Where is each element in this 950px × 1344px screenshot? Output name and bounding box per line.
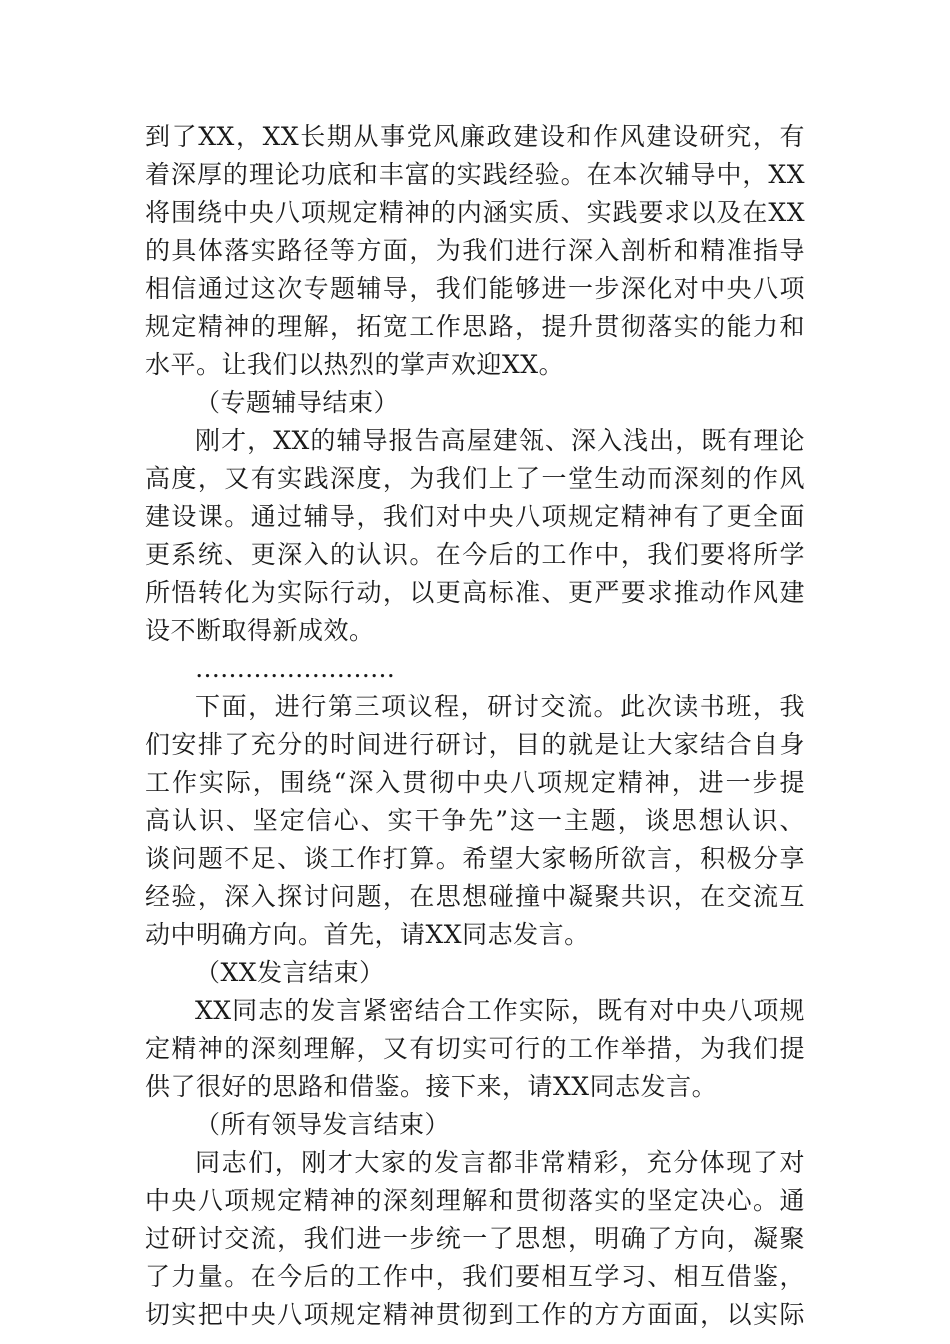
text-line: 动中明确方向。首先，请XX同志发言。 <box>145 920 590 949</box>
paragraph-first-line: 刚才，XX的辅导报告高屋建瓴、深入浅出，既有理论 <box>195 426 805 455</box>
section-note: （所有领导发言结束） <box>195 1110 451 1139</box>
text-line: 高认识、坚定信心、实干争先”这一主题，谈思想认识、 <box>145 806 805 835</box>
text-line: 工作实际，围绕“深入贯彻中央八项规定精神，进一步提 <box>145 768 805 797</box>
text-line: 了力量。在今后的工作中，我们要相互学习、相互借鉴， <box>145 1262 805 1291</box>
text-line: 设不断取得新成效。 <box>145 616 375 645</box>
text-line: 规定精神的理解，拓宽工作思路，提升贯彻落实的能力和 <box>145 312 805 341</box>
text-line: 所悟转化为实际行动，以更高标准、更严要求推动作风建 <box>145 578 805 607</box>
text-line: 建设课。通过辅导，我们对中央八项规定精神有了更全面 <box>145 502 805 531</box>
text-line: 着深厚的理论功底和丰富的实践经验。在本次辅导中，XX <box>145 160 805 189</box>
text-line: 水平。让我们以热烈的掌声欢迎XX。 <box>145 350 565 379</box>
paragraph-first-line: XX同志的发言紧密结合工作实际，既有对中央八项规 <box>195 996 805 1025</box>
text-line: 谈问题不足、谈工作打算。希望大家畅所欲言，积极分享 <box>145 844 805 873</box>
text-line: 经验，深入探讨问题，在思想碰撞中凝聚共识，在交流互 <box>145 882 805 911</box>
text-line: 将围绕中央八项规定精神的内涵实质、实践要求以及在XX <box>145 198 805 227</box>
text-line: 的具体落实路径等方面，为我们进行深入剖析和精准指导 <box>145 236 805 265</box>
text-line: 更系统、更深入的认识。在今后的工作中，我们要将所学 <box>145 540 805 569</box>
text-line: 到了XX，XX长期从事党风廉政建设和作风建设研究，有 <box>145 122 805 151</box>
text-line: 供了很好的思路和借鉴。接下来，请XX同志发言。 <box>145 1072 718 1101</box>
ellipsis-separator: …………………… <box>195 654 395 683</box>
text-line: 相信通过这次专题辅导，我们能够进一步深化对中央八项 <box>145 274 805 303</box>
section-note: （专题辅导结束） <box>195 388 400 417</box>
text-line: 定精神的深刻理解，又有切实可行的工作举措，为我们提 <box>145 1034 805 1063</box>
text-line: 中央八项规定精神的深刻理解和贯彻落实的坚定决心。通 <box>145 1186 805 1215</box>
text-line: 们安排了充分的时间进行研讨，目的就是让大家结合自身 <box>145 730 805 759</box>
section-note: （XX发言结束） <box>195 958 385 987</box>
text-line: 过研讨交流，我们进一步统一了思想，明确了方向，凝聚 <box>145 1224 805 1253</box>
paragraph-first-line: 同志们，刚才大家的发言都非常精彩，充分体现了对 <box>195 1148 805 1177</box>
text-line: 切实把中央八项规定精神贯彻到工作的方方面面，以实际 <box>145 1300 805 1329</box>
paragraph-first-line: 下面，进行第三项议程，研讨交流。此次读书班，我 <box>195 692 805 721</box>
text-line: 高度，又有实践深度，为我们上了一堂生动而深刻的作风 <box>145 464 805 493</box>
